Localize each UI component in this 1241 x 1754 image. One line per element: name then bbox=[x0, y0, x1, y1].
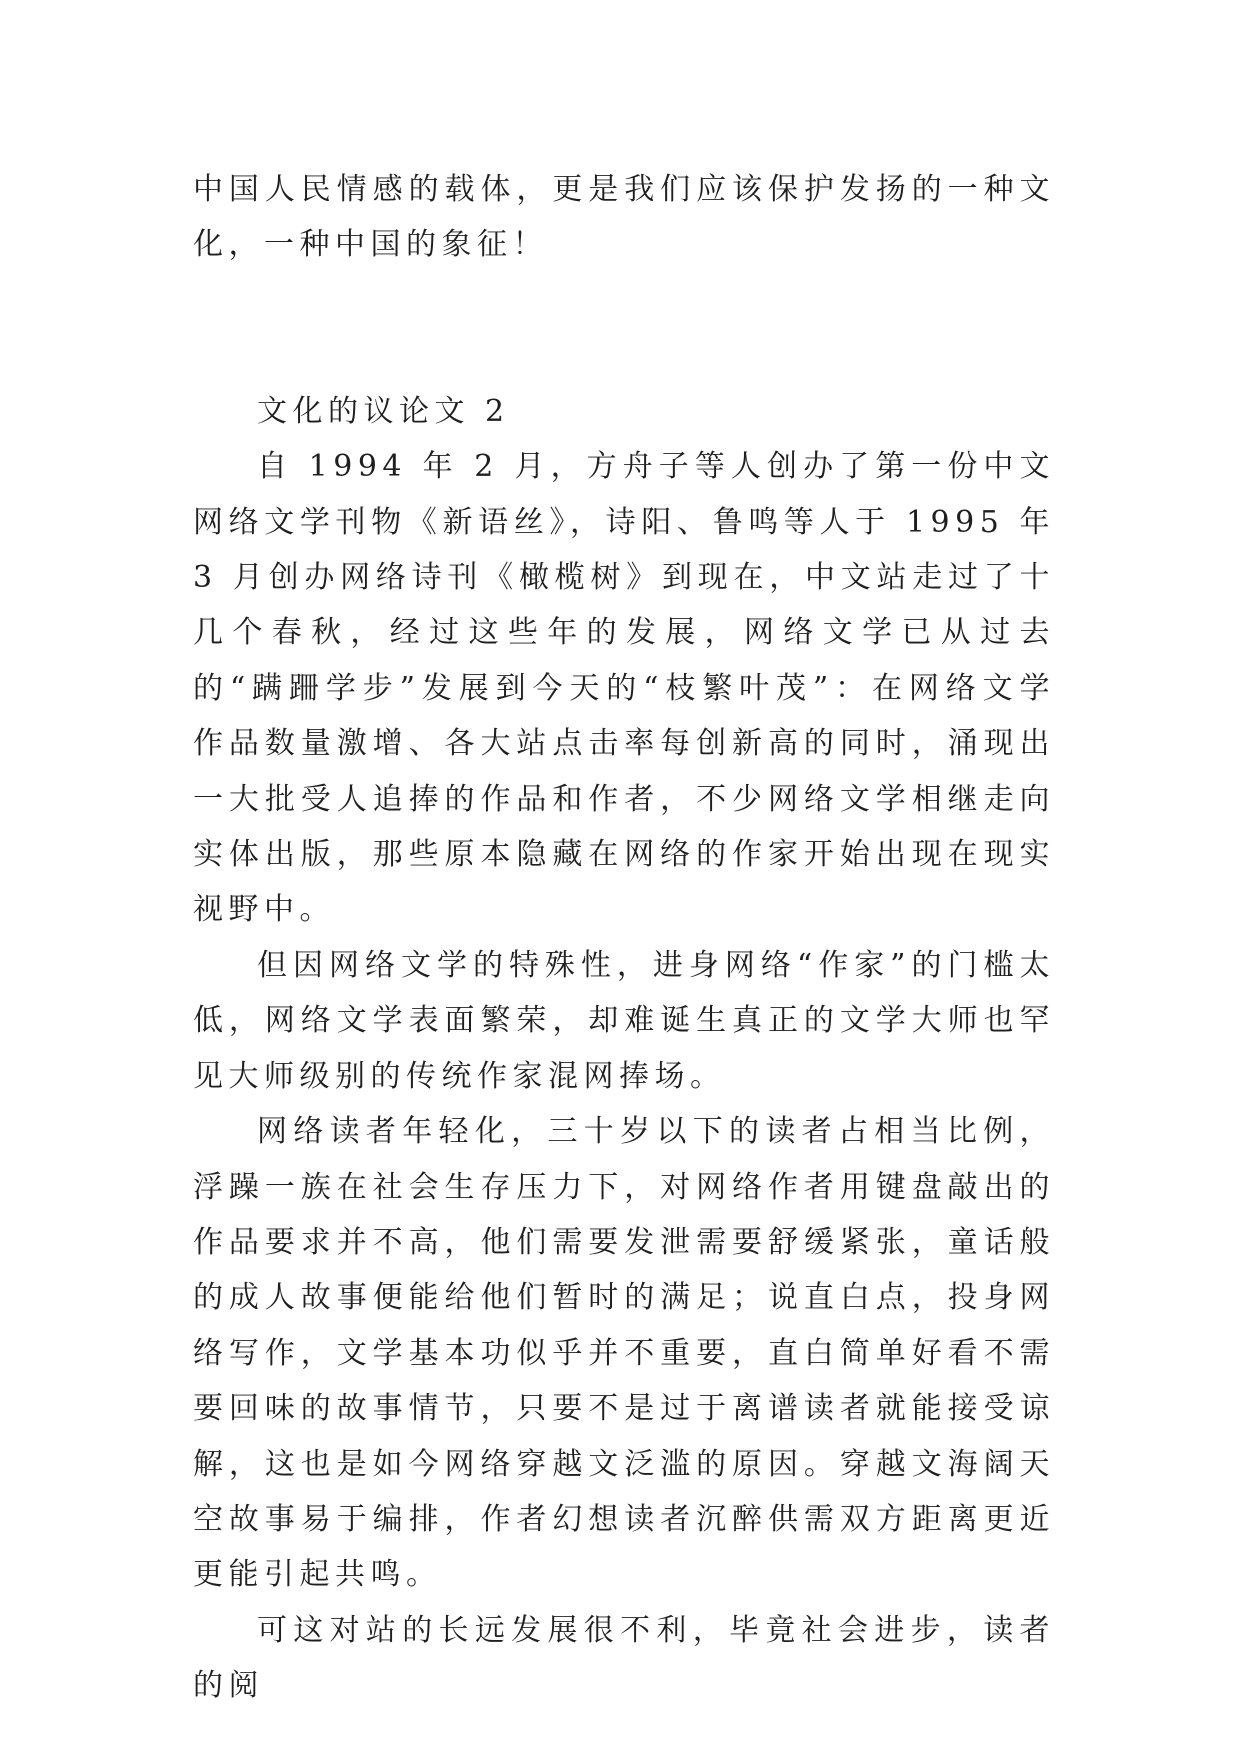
document-body bbox=[193, 162, 1055, 1714]
section-title: 文化的议论文 2 bbox=[257, 393, 510, 429]
opening-paragraph: 中国人民情感的载体，更是我们应该保护发扬的一种文化，一种中国的象征！ bbox=[193, 172, 1055, 263]
paragraph-4: 可这对站的长远发展很不利，毕竟社会进步，读者的阅 bbox=[193, 1612, 1055, 1704]
paragraph-3: 网络读者年轻化，三十岁以下的读者占相当比例，浮躁一族在社会生存压力下，对网络作者用键盘敲出的作品要求并不高，他们需要发泄需要舒缓紧张，童话般的成人故事便能给他们暂时的满足；说直白点，投身网络写作，文学基本功似乎并不重要，直白简单好看不需要回味的故事情节，只要不是过于离谱读者就能接受谅解，这也是如今网络穿越文泛滥的原因。穿越文海阔天空故事易于编排，作者幻想读者沉醉供需双方距离更近更能引起共鸣。 bbox=[193, 1114, 1055, 1593]
paragraph-1: 自 1994 年 2 月，方舟子等人创办了第一份中文网络文学刊物《新语丝》，诗阳、鲁鸣等人于 1995 年 3 月创办网络诗刊《橄榄树》到现在，中文站走过了十几个春秋，经过这些年的发展，网络文学已从过去的“蹒跚学步”发展到今天的“枝繁叶茂”：在网络文学作品数量激增、各大站点击率每创新高的同时，涌现出一大批受人追捧的作品和作者，不少网络文学相继走向实体出版，那些原本隐藏在网络的作家开始出现在现实视野中。 bbox=[193, 449, 1055, 928]
paragraph-2: 但因网络文学的特殊性，进身网络“作家”的门槛太低，网络文学表面繁荣，却难诞生真正的文学大师也罕见大师级别的传统作家混网捧场。 bbox=[193, 947, 1055, 1094]
